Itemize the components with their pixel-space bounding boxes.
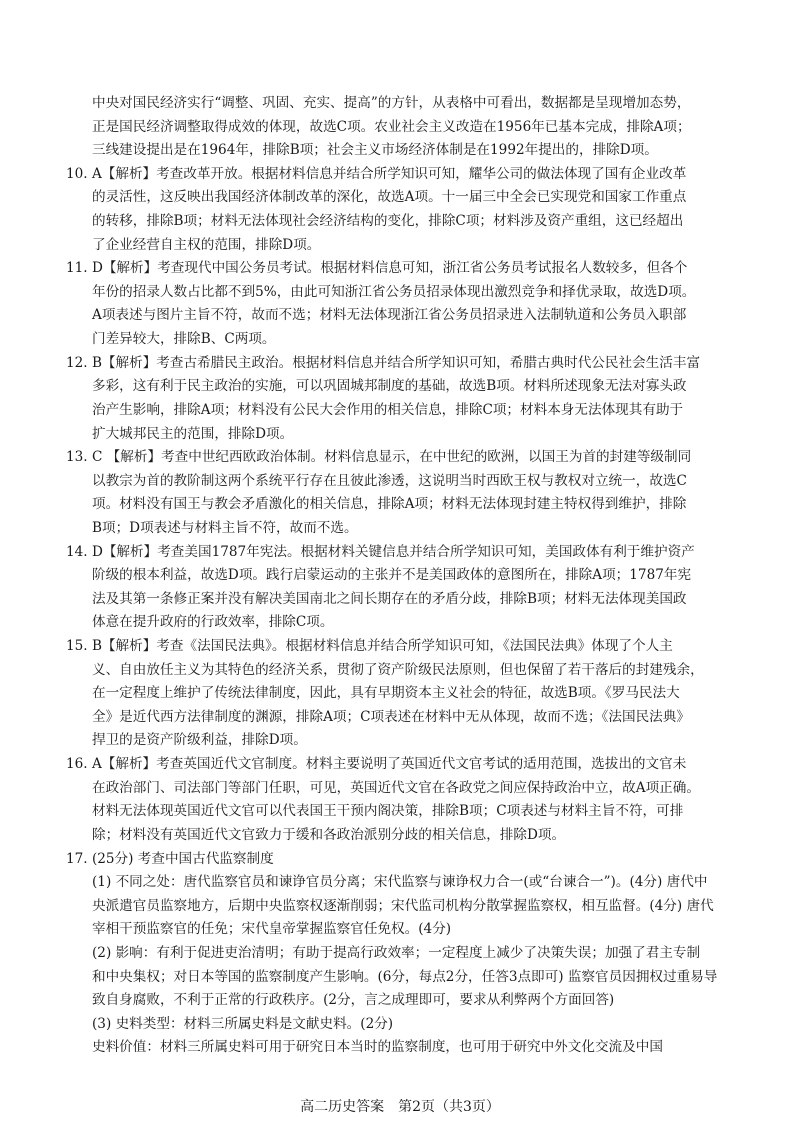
- text-line-28: 捍卫的是资产阶级利益，排除D项。: [92, 732, 307, 748]
- text-line-2: 正是国民经济调整取得成效的体现，故选C项。农业社会主义改造在1956年已基本完成，排除A项；: [92, 119, 691, 135]
- text-line-34: (1) 不同之处：唐代监察官员和谏诤官员分离；宋代监察与谏诤权力合一(或“台谏合一”)。(4分) 唐代中: [92, 874, 708, 890]
- text-line-37: (2) 影响：有利于促进吏治清明；有助于提高行政效率；一定程度上减少了决策失误；加强了君主专制: [92, 945, 701, 961]
- text-line-7: 了企业经营自主权的范围，排除D项。: [92, 237, 321, 253]
- text-line-33: 17. (25分) 考查中国古代监察制度: [66, 851, 274, 867]
- text-line-36: 宰相干预监察官的任免；宋代皇帝掌握监察官任免权。(4分): [92, 921, 452, 937]
- text-line-12: 12. B【解析】考查古希腊民主政治。根据材料信息并结合所学知识可知，希腊古典时代公民社会生活丰富: [66, 355, 701, 371]
- text-line-3: 三线建设提出是在1964年，排除B项；社会主义市场经济体制是在1992年提出的，排除D项。: [92, 142, 658, 158]
- text-line-21: 阶级的根本利益，故选D项。践行启蒙运动的主张并不是美国政体的意图所在，排除A项；1787年宪: [92, 567, 692, 583]
- text-line-19: B项；D项表述与材料主旨不符，故而不选。: [92, 520, 358, 536]
- text-line-29: 16. A【解析】考查英国近代文官制度。材料主要说明了英国近代文官考试的适用范围，选拔出的文官未: [66, 756, 687, 772]
- text-line-16: 13. C 【解析】考查中世纪西欧政治体制。材料信息显示，在中世纪的欧洲，以国王为首的封建等级制同: [66, 449, 692, 465]
- text-line-40: (3) 史料类型：材料三所属史料是文献史料。(2分): [92, 1016, 394, 1032]
- text-line-1: 中央对国民经济实行“调整、巩固、充实、提高”的方针，从表格中可看出，数据都是呈现增加态势，: [92, 95, 691, 111]
- text-line-41: 史料价值：材料三所属史料可用于研究日本当时的监察制度，也可用于研究中外文化交流及中国: [92, 1039, 663, 1055]
- text-line-18: 项。材料没有国王与教会矛盾激化的相关信息，排除A项；材料无法体现封建主特权得到维护，排除: [92, 496, 687, 512]
- text-line-11: 门差异较大，排除B、C两项。: [92, 331, 276, 347]
- text-line-9: 年份的招录人数占比都不到5%，由此可知浙江省公务员招录体现出激烈竞争和择优录取，故选D项。: [92, 284, 696, 300]
- text-line-6: 的转移，排除B项；材料无法体现社会经济结构的变化，排除C项；材料涉及资产重组，这已经超出: [92, 213, 684, 229]
- text-line-30: 在政治部门、司法部门等部门任职，可见，英国近代文官在各政党之间应保持政治中立，故A项正确。: [92, 780, 700, 796]
- text-line-22: 法及其第一条修正案并没有解决美国南北之间长期存在的矛盾分歧，排除B项；材料无法体现美国政: [92, 591, 687, 607]
- text-line-35: 央派遣官员监察地方，后期中央监察权逐渐削弱；宋代监司机构分散掌握监察权，相互监督。(4分) 唐代: [92, 898, 714, 914]
- page-footer: 高二历史答案 第2页（共3页）: [300, 1099, 500, 1115]
- text-line-31: 材料无法体现英国近代文官可以代表国王干预内阁决策，排除B项；C项表述与材料主旨不符，可排: [92, 803, 684, 819]
- text-line-17: 以教宗为首的教阶制这两个系统平行存在且彼此渗透，这说明当时西欧王权与教权对立统一，故选C: [92, 473, 687, 489]
- text-line-25: 义、自由放任主义为其特色的经济关系，贯彻了资产阶级民法原则，但也保留了若干落后的封建残余，: [92, 662, 704, 678]
- text-line-26: 在一定程度上维护了传统法律制度，因此，具有早期资本主义社会的特征，故选B项。《罗马民法大: [92, 685, 680, 701]
- text-line-32: 除；材料没有英国近代文官致力于缓和各政治派别分歧的相关信息，排除D项。: [92, 827, 566, 843]
- text-line-24: 15. B【解析】考查《法国民法典》。根据材料信息并结合所学知识可知，《法国民法典》体现了个人主: [66, 638, 673, 654]
- text-line-27: 全》是近代西方法律制度的渊源，排除A项；C项表述在材料中无从体现，故而不选；《法国民法典》: [92, 709, 690, 725]
- text-line-15: 扩大城邦民主的范围，排除D项。: [92, 426, 294, 442]
- text-line-20: 14. D【解析】考查美国1787年宪法。根据材料关键信息并结合所学知识可知，美国政体有利于维护资产: [66, 544, 695, 560]
- text-line-38: 和中央集权；对日本等国的监察制度产生影响。(6分，每点2分，任答3点即可) 监察官员因拥权过重易导: [92, 969, 718, 985]
- text-line-4: 10. A【解析】考查改革开放。根据材料信息并结合所学知识可知，耀华公司的做法体现了国有企业改革: [66, 166, 687, 182]
- text-line-14: 治产生影响，排除A项；材料没有公民大会作用的相关信息，排除C项；材料本身无法体现其有助于: [92, 402, 684, 418]
- text-line-13: 多彩，这有利于民主政治的实施，可以巩固城邦制度的基础，故选B项。材料所述现象无法对寡头政: [92, 378, 687, 394]
- text-line-39: 致自身腐败，不利于正常的行政秩序。(2分，言之成理即可，要求从利弊两个方面回答): [92, 992, 615, 1008]
- text-line-5: 的灵活性，这反映出我国经济体制改革的深化，故选A项。十一届三中全会已实现党和国家工作重点: [92, 189, 687, 205]
- text-line-23: 体意在提升政府的行政效率，排除C项。: [92, 614, 334, 630]
- text-line-8: 11. D【解析】考查现代中国公务员考试。根据材料信息可知，浙江省公务员考试报名人数较多，但各个: [66, 260, 688, 276]
- text-line-10: A项表述与图片主旨不符，故而不选；材料无法体现浙江省公务员招录进入法制轨道和公务员入职部: [92, 307, 687, 323]
